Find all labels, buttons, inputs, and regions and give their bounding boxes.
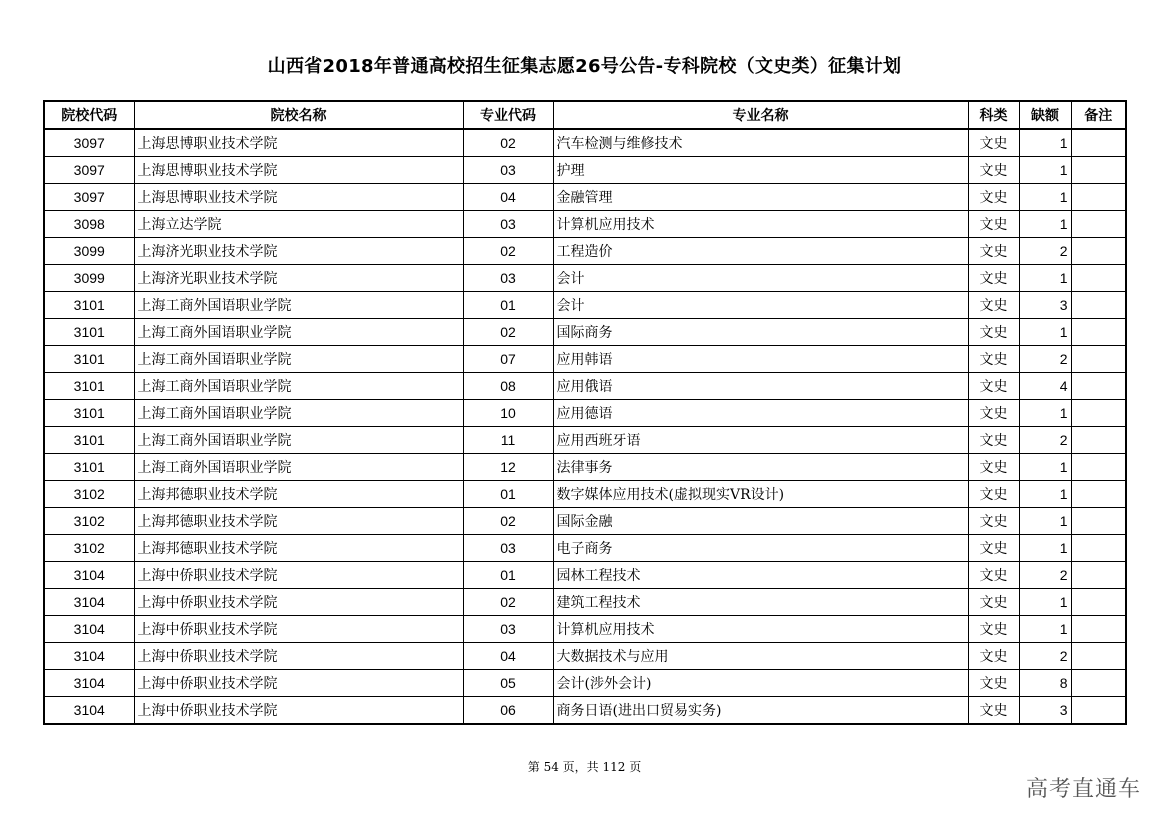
cell-school-code: 3104 xyxy=(44,562,134,589)
cell-school-name: 上海邦德职业技术学院 xyxy=(134,535,463,562)
cell-note xyxy=(1071,562,1126,589)
cell-school-name: 上海济光职业技术学院 xyxy=(134,238,463,265)
cell-school-code: 3101 xyxy=(44,400,134,427)
cell-major-name: 应用韩语 xyxy=(553,346,968,373)
cell-major-name: 法律事务 xyxy=(553,454,968,481)
table-row xyxy=(44,319,1126,346)
cell-school-name: 上海中侨职业技术学院 xyxy=(134,670,463,697)
cell-vacancy: 2 xyxy=(1019,427,1071,454)
table-row xyxy=(44,211,1126,238)
header-major-name: 专业名称 xyxy=(553,101,968,129)
cell-school-code: 3101 xyxy=(44,454,134,481)
cell-school-name: 上海中侨职业技术学院 xyxy=(134,697,463,725)
cell-major-name: 工程造价 xyxy=(553,238,968,265)
cell-school-name: 上海思博职业技术学院 xyxy=(134,157,463,184)
cell-school-code: 3097 xyxy=(44,184,134,211)
cell-school-name: 上海中侨职业技术学院 xyxy=(134,589,463,616)
cell-category: 文史 xyxy=(968,292,1019,319)
cell-major-name: 应用德语 xyxy=(553,400,968,427)
cell-vacancy: 1 xyxy=(1019,319,1071,346)
cell-major-name: 应用西班牙语 xyxy=(553,427,968,454)
table-row xyxy=(44,265,1126,292)
cell-note xyxy=(1071,697,1126,725)
cell-school-name: 上海中侨职业技术学院 xyxy=(134,643,463,670)
cell-note xyxy=(1071,481,1126,508)
table-row xyxy=(44,427,1126,454)
cell-note xyxy=(1071,211,1126,238)
cell-category: 文史 xyxy=(968,373,1019,400)
cell-vacancy: 1 xyxy=(1019,508,1071,535)
cell-major-name: 国际金融 xyxy=(553,508,968,535)
cell-category: 文史 xyxy=(968,427,1019,454)
header-school-code: 院校代码 xyxy=(44,101,134,129)
cell-major-name: 会计 xyxy=(553,292,968,319)
cell-major-code: 02 xyxy=(463,508,553,535)
cell-major-name: 大数据技术与应用 xyxy=(553,643,968,670)
cell-note xyxy=(1071,427,1126,454)
cell-major-name: 国际商务 xyxy=(553,319,968,346)
table-row xyxy=(44,508,1126,535)
cell-note xyxy=(1071,400,1126,427)
cell-note xyxy=(1071,238,1126,265)
cell-category: 文史 xyxy=(968,238,1019,265)
cell-note xyxy=(1071,265,1126,292)
cell-school-name: 上海济光职业技术学院 xyxy=(134,265,463,292)
table-row xyxy=(44,400,1126,427)
cell-note xyxy=(1071,589,1126,616)
cell-major-name: 护理 xyxy=(553,157,968,184)
cell-vacancy: 8 xyxy=(1019,670,1071,697)
cell-major-name: 园林工程技术 xyxy=(553,562,968,589)
cell-vacancy: 4 xyxy=(1019,373,1071,400)
cell-major-code: 12 xyxy=(463,454,553,481)
table-row xyxy=(44,157,1126,184)
cell-school-name: 上海中侨职业技术学院 xyxy=(134,616,463,643)
table-row xyxy=(44,562,1126,589)
cell-school-name: 上海中侨职业技术学院 xyxy=(134,562,463,589)
cell-major-name: 数字媒体应用技术(虚拟现实VR设计) xyxy=(553,481,968,508)
cell-vacancy: 1 xyxy=(1019,400,1071,427)
cell-school-name: 上海思博职业技术学院 xyxy=(134,184,463,211)
table-row xyxy=(44,184,1126,211)
cell-school-name: 上海工商外国语职业学院 xyxy=(134,373,463,400)
cell-major-name: 商务日语(进出口贸易实务) xyxy=(553,697,968,725)
table-row xyxy=(44,373,1126,400)
cell-note xyxy=(1071,346,1126,373)
cell-major-code: 10 xyxy=(463,400,553,427)
cell-major-name: 应用俄语 xyxy=(553,373,968,400)
cell-school-code: 3098 xyxy=(44,211,134,238)
cell-vacancy: 1 xyxy=(1019,616,1071,643)
cell-category: 文史 xyxy=(968,319,1019,346)
cell-school-code: 3104 xyxy=(44,616,134,643)
cell-school-code: 3099 xyxy=(44,265,134,292)
cell-major-name: 金融管理 xyxy=(553,184,968,211)
cell-vacancy: 1 xyxy=(1019,129,1071,157)
page-title: 山西省2018年普通高校招生征集志愿26号公告-专科院校（文史类）征集计划 xyxy=(267,56,902,77)
cell-major-code: 05 xyxy=(463,670,553,697)
cell-vacancy: 1 xyxy=(1019,589,1071,616)
cell-school-code: 3101 xyxy=(44,319,134,346)
cell-major-code: 06 xyxy=(463,697,553,725)
cell-note xyxy=(1071,616,1126,643)
table-row xyxy=(44,670,1126,697)
cell-vacancy: 3 xyxy=(1019,697,1071,725)
cell-vacancy: 1 xyxy=(1019,211,1071,238)
table-row xyxy=(44,535,1126,562)
cell-major-code: 03 xyxy=(463,211,553,238)
header-major-code: 专业代码 xyxy=(463,101,553,129)
cell-category: 文史 xyxy=(968,265,1019,292)
table-row xyxy=(44,643,1126,670)
cell-note xyxy=(1071,373,1126,400)
header-category: 科类 xyxy=(968,101,1019,129)
cell-major-name: 会计 xyxy=(553,265,968,292)
cell-school-name: 上海工商外国语职业学院 xyxy=(134,319,463,346)
page-footer: 第 54 页，共 112 页 xyxy=(527,760,642,774)
cell-category: 文史 xyxy=(968,400,1019,427)
cell-major-name: 计算机应用技术 xyxy=(553,211,968,238)
cell-school-code: 3102 xyxy=(44,481,134,508)
cell-major-name: 建筑工程技术 xyxy=(553,589,968,616)
cell-category: 文史 xyxy=(968,129,1019,157)
table-row xyxy=(44,238,1126,265)
cell-major-code: 02 xyxy=(463,589,553,616)
cell-school-code: 3099 xyxy=(44,238,134,265)
cell-school-code: 3101 xyxy=(44,373,134,400)
cell-school-code: 3097 xyxy=(44,129,134,157)
cell-category: 文史 xyxy=(968,535,1019,562)
table-row xyxy=(44,292,1126,319)
cell-category: 文史 xyxy=(968,508,1019,535)
cell-major-code: 03 xyxy=(463,157,553,184)
cell-major-code: 02 xyxy=(463,238,553,265)
cell-school-name: 上海邦德职业技术学院 xyxy=(134,481,463,508)
cell-vacancy: 1 xyxy=(1019,265,1071,292)
cell-school-name: 上海邦德职业技术学院 xyxy=(134,508,463,535)
cell-major-name: 计算机应用技术 xyxy=(553,616,968,643)
cell-vacancy: 2 xyxy=(1019,238,1071,265)
table-row xyxy=(44,129,1126,157)
table-row xyxy=(44,697,1126,725)
enrollment-plan-table xyxy=(43,100,1127,725)
cell-major-code: 03 xyxy=(463,535,553,562)
cell-note xyxy=(1071,535,1126,562)
cell-vacancy: 2 xyxy=(1019,643,1071,670)
cell-school-name: 上海立达学院 xyxy=(134,211,463,238)
cell-category: 文史 xyxy=(968,562,1019,589)
cell-major-code: 11 xyxy=(463,427,553,454)
table-row xyxy=(44,616,1126,643)
cell-school-code: 3102 xyxy=(44,535,134,562)
cell-major-name: 会计(涉外会计) xyxy=(553,670,968,697)
cell-school-name: 上海思博职业技术学院 xyxy=(134,129,463,157)
cell-school-code: 3101 xyxy=(44,346,134,373)
cell-vacancy: 1 xyxy=(1019,454,1071,481)
cell-note xyxy=(1071,454,1126,481)
cell-major-code: 01 xyxy=(463,562,553,589)
header-vacancy: 缺额 xyxy=(1019,101,1071,129)
table-header-row xyxy=(44,101,1126,129)
cell-major-code: 04 xyxy=(463,184,553,211)
cell-school-name: 上海工商外国语职业学院 xyxy=(134,427,463,454)
cell-school-code: 3104 xyxy=(44,589,134,616)
cell-school-name: 上海工商外国语职业学院 xyxy=(134,400,463,427)
cell-category: 文史 xyxy=(968,211,1019,238)
cell-major-name: 电子商务 xyxy=(553,535,968,562)
cell-note xyxy=(1071,670,1126,697)
cell-note xyxy=(1071,508,1126,535)
cell-major-code: 02 xyxy=(463,129,553,157)
cell-category: 文史 xyxy=(968,697,1019,725)
watermark: 高考直通车 xyxy=(1025,777,1141,802)
header-note: 备注 xyxy=(1071,101,1126,129)
cell-category: 文史 xyxy=(968,589,1019,616)
cell-major-code: 03 xyxy=(463,616,553,643)
cell-school-name: 上海工商外国语职业学院 xyxy=(134,454,463,481)
cell-vacancy: 1 xyxy=(1019,535,1071,562)
cell-school-name: 上海工商外国语职业学院 xyxy=(134,292,463,319)
cell-school-name: 上海工商外国语职业学院 xyxy=(134,346,463,373)
cell-note xyxy=(1071,157,1126,184)
cell-school-code: 3104 xyxy=(44,697,134,725)
cell-major-code: 08 xyxy=(463,373,553,400)
cell-school-code: 3097 xyxy=(44,157,134,184)
cell-school-code: 3104 xyxy=(44,670,134,697)
cell-major-name: 汽车检测与维修技术 xyxy=(553,129,968,157)
cell-note xyxy=(1071,643,1126,670)
table-row xyxy=(44,454,1126,481)
cell-vacancy: 3 xyxy=(1019,292,1071,319)
cell-school-code: 3101 xyxy=(44,292,134,319)
cell-vacancy: 2 xyxy=(1019,562,1071,589)
cell-category: 文史 xyxy=(968,481,1019,508)
cell-major-code: 01 xyxy=(463,481,553,508)
table-body xyxy=(44,129,1126,724)
cell-note xyxy=(1071,129,1126,157)
cell-school-code: 3101 xyxy=(44,427,134,454)
cell-category: 文史 xyxy=(968,643,1019,670)
table-row xyxy=(44,481,1126,508)
cell-major-code: 02 xyxy=(463,319,553,346)
table-row xyxy=(44,346,1126,373)
cell-category: 文史 xyxy=(968,454,1019,481)
cell-category: 文史 xyxy=(968,346,1019,373)
cell-note xyxy=(1071,319,1126,346)
cell-major-code: 01 xyxy=(463,292,553,319)
cell-note xyxy=(1071,184,1126,211)
cell-category: 文史 xyxy=(968,616,1019,643)
cell-major-code: 04 xyxy=(463,643,553,670)
table-row xyxy=(44,589,1126,616)
cell-category: 文史 xyxy=(968,670,1019,697)
cell-school-code: 3102 xyxy=(44,508,134,535)
cell-vacancy: 1 xyxy=(1019,481,1071,508)
cell-vacancy: 1 xyxy=(1019,157,1071,184)
cell-category: 文史 xyxy=(968,157,1019,184)
cell-vacancy: 2 xyxy=(1019,346,1071,373)
cell-major-code: 03 xyxy=(463,265,553,292)
cell-major-code: 07 xyxy=(463,346,553,373)
cell-category: 文史 xyxy=(968,184,1019,211)
header-school-name: 院校名称 xyxy=(134,101,463,129)
cell-school-code: 3104 xyxy=(44,643,134,670)
cell-vacancy: 1 xyxy=(1019,184,1071,211)
cell-note xyxy=(1071,292,1126,319)
